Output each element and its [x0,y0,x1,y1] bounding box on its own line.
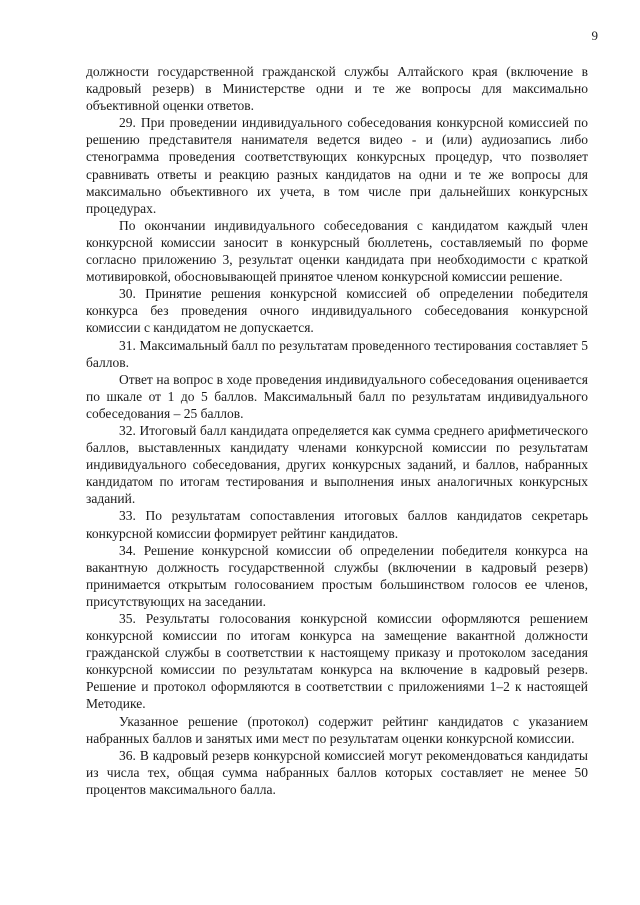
paragraph-32: 32. Итоговый балл кандидата определяется как сумма среднего арифметического баллов, выставленных кандидату членами конкурсной комиссии по результатам индивидуального собеседования, других конкурсных заданий, и баллов, набранных кандидатом по итогам тестирования и выполнения иных аналогичных конкурсных заданий. [86,422,588,507]
paragraph-31: 31. Максимальный балл по результатам проведенного тестирования составляет 5 баллов. [86,337,588,370]
paragraph-30: 30. Принятие решения конкурсной комиссией об определении победителя конкурса без проведения очного индивидуального собеседования конкурсной комиссии с кандидатом не допускается. [86,286,588,336]
paragraph-29: 29. При проведении индивидуального собеседования конкурсной комиссией по решению представителя нанимателя ведется видео - и (или) аудиозапись либо стенограмма проведения соответствующих конкурсных процедур, что позволяет сравнивать ответы и реакцию разных кандидатов на одни и те же вопросы для максимально объективного их учета, в том числе при дальнейших конкурсных процедурах. [86,115,588,216]
paragraph-33: 33. По результатам сопоставления итоговых баллов кандидатов секретарь конкурсной комиссии формирует рейтинг кандидатов. [86,508,588,541]
paragraph-35: 35. Результаты голосования конкурсной комиссии оформляются решением конкурсной комиссии по итогам конкурса на замещение вакантной должности гражданской службы в соответствии к настоящему приказу и протоколом заседания конкурсной комиссии по результатам конкурса на включение в кадровый резерв. Решение и протокол оформляются в соответствии с приложениями 1–2 к настоящей Методике. [86,611,588,712]
paragraph-29-ballot: По окончании индивидуального собеседования с кандидатом каждый член конкурсной комиссии заносит в конкурсный бюллетень, составляемый по форме согласно приложению 3, результат оценки кандидата при необходимости с краткой мотивировкой, обосновывающей принятое членом конкурсной комиссии решение. [86,217,588,285]
page-number: 9 [591,28,598,43]
paragraph-34: 34. Решение конкурсной комиссии об определении победителя конкурса на вакантную должность государственной службы (включении в кадровый резерв) принимается открытым голосованием простым большинством голосов ее членов, присутствующих на заседании. [86,542,588,609]
paragraph-36: 36. В кадровый резерв конкурсной комиссией могут рекомендоваться кандидаты из числа тех, общая сумма набранных баллов которых составляет не менее 50 процентов максимального балла. [86,747,588,797]
paragraph-continuation: должности государственной гражданской службы Алтайского края (включение в кадровый резерв) в Министерстве одни и те же вопросы для максимально объективной оценки ответов. [86,64,588,114]
document-body [86,63,588,798]
paragraph-35-rating: Указанное решение (протокол) содержит рейтинг кандидатов с указанием набранных баллов и занятых ими мест по результатам оценки конкурсной комиссии. [86,713,588,746]
paragraph-31-scale: Ответ на вопрос в ходе проведения индивидуального собеседования оценивается по шкале от 1 до 5 баллов. Максимальный балл по результатам индивидуального собеседования – 25 баллов. [86,371,588,421]
